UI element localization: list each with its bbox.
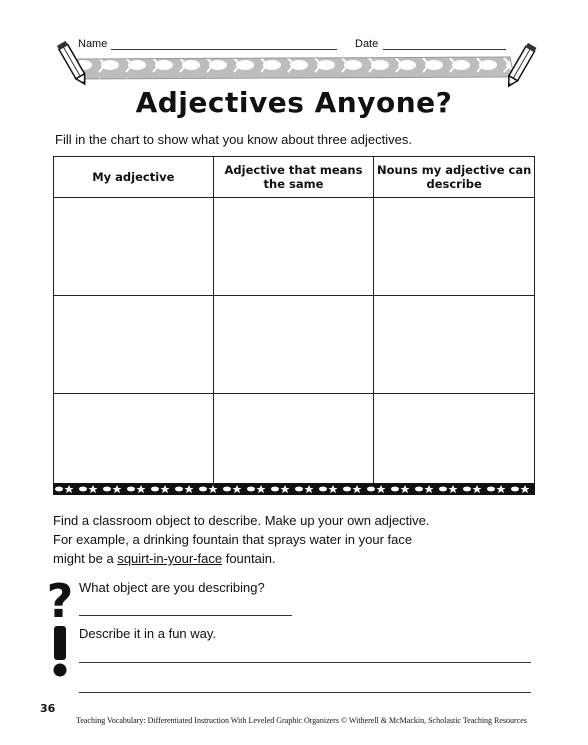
chart-cell[interactable] <box>374 296 535 394</box>
chart-cell[interactable] <box>213 394 374 492</box>
date-field[interactable] <box>383 49 506 50</box>
paragraph-text: fountain. <box>222 551 276 566</box>
question-object: What object are you describing? <box>79 580 265 595</box>
chart-cell[interactable] <box>374 394 535 492</box>
paragraph-line: For example, a drinking fountain that sprays water in your face <box>53 532 413 547</box>
chart-cell[interactable] <box>54 296 214 394</box>
page-number: 36 <box>40 702 56 715</box>
table-row <box>54 198 535 296</box>
chart-cell[interactable] <box>54 394 214 492</box>
chart-cell[interactable] <box>213 296 374 394</box>
table-row <box>54 296 535 394</box>
name-label: Name <box>78 38 108 50</box>
question-describe: Describe it in a fun way. <box>79 626 217 641</box>
object-answer-line[interactable] <box>79 615 292 616</box>
chart-cell[interactable] <box>54 198 214 296</box>
adjective-chart <box>53 156 535 492</box>
column-header-nouns: Nouns my adjective can describe <box>374 157 535 198</box>
table-row <box>54 394 535 492</box>
page-title: Adjectives Anyone? <box>135 86 453 119</box>
paragraph-line: Find a classroom object to describe. Make up your own adjective. <box>53 513 430 528</box>
chart-cell[interactable] <box>213 198 374 296</box>
chart-cell[interactable] <box>374 198 535 296</box>
decorative-banner <box>70 55 520 83</box>
exclamation-mark-icon <box>48 622 72 680</box>
column-header-same-meaning: Adjective that means the same <box>213 157 374 198</box>
copyright-credit: Teaching Vocabulary: Differentiated Instruction With Leveled Graphic Organizers © Witherell & McMackin, Scholastic Teaching Resources <box>76 716 527 725</box>
describe-answer-line[interactable] <box>79 662 531 663</box>
date-label: Date <box>355 38 379 50</box>
decorative-border <box>53 483 535 495</box>
prompt-paragraph <box>53 511 429 568</box>
describe-answer-line[interactable] <box>79 692 531 693</box>
paragraph-text: might be a <box>53 551 118 566</box>
example-adjective: squirt-in-your-face <box>117 551 223 566</box>
svg-text:?: ? <box>46 574 74 623</box>
name-field[interactable] <box>111 49 337 50</box>
question-mark-icon <box>46 573 74 623</box>
instruction-text: Fill in the chart to show what you know about three adjectives. <box>55 132 412 147</box>
paragraph-line <box>53 549 429 568</box>
column-header-my-adjective: My adjective <box>54 157 214 198</box>
